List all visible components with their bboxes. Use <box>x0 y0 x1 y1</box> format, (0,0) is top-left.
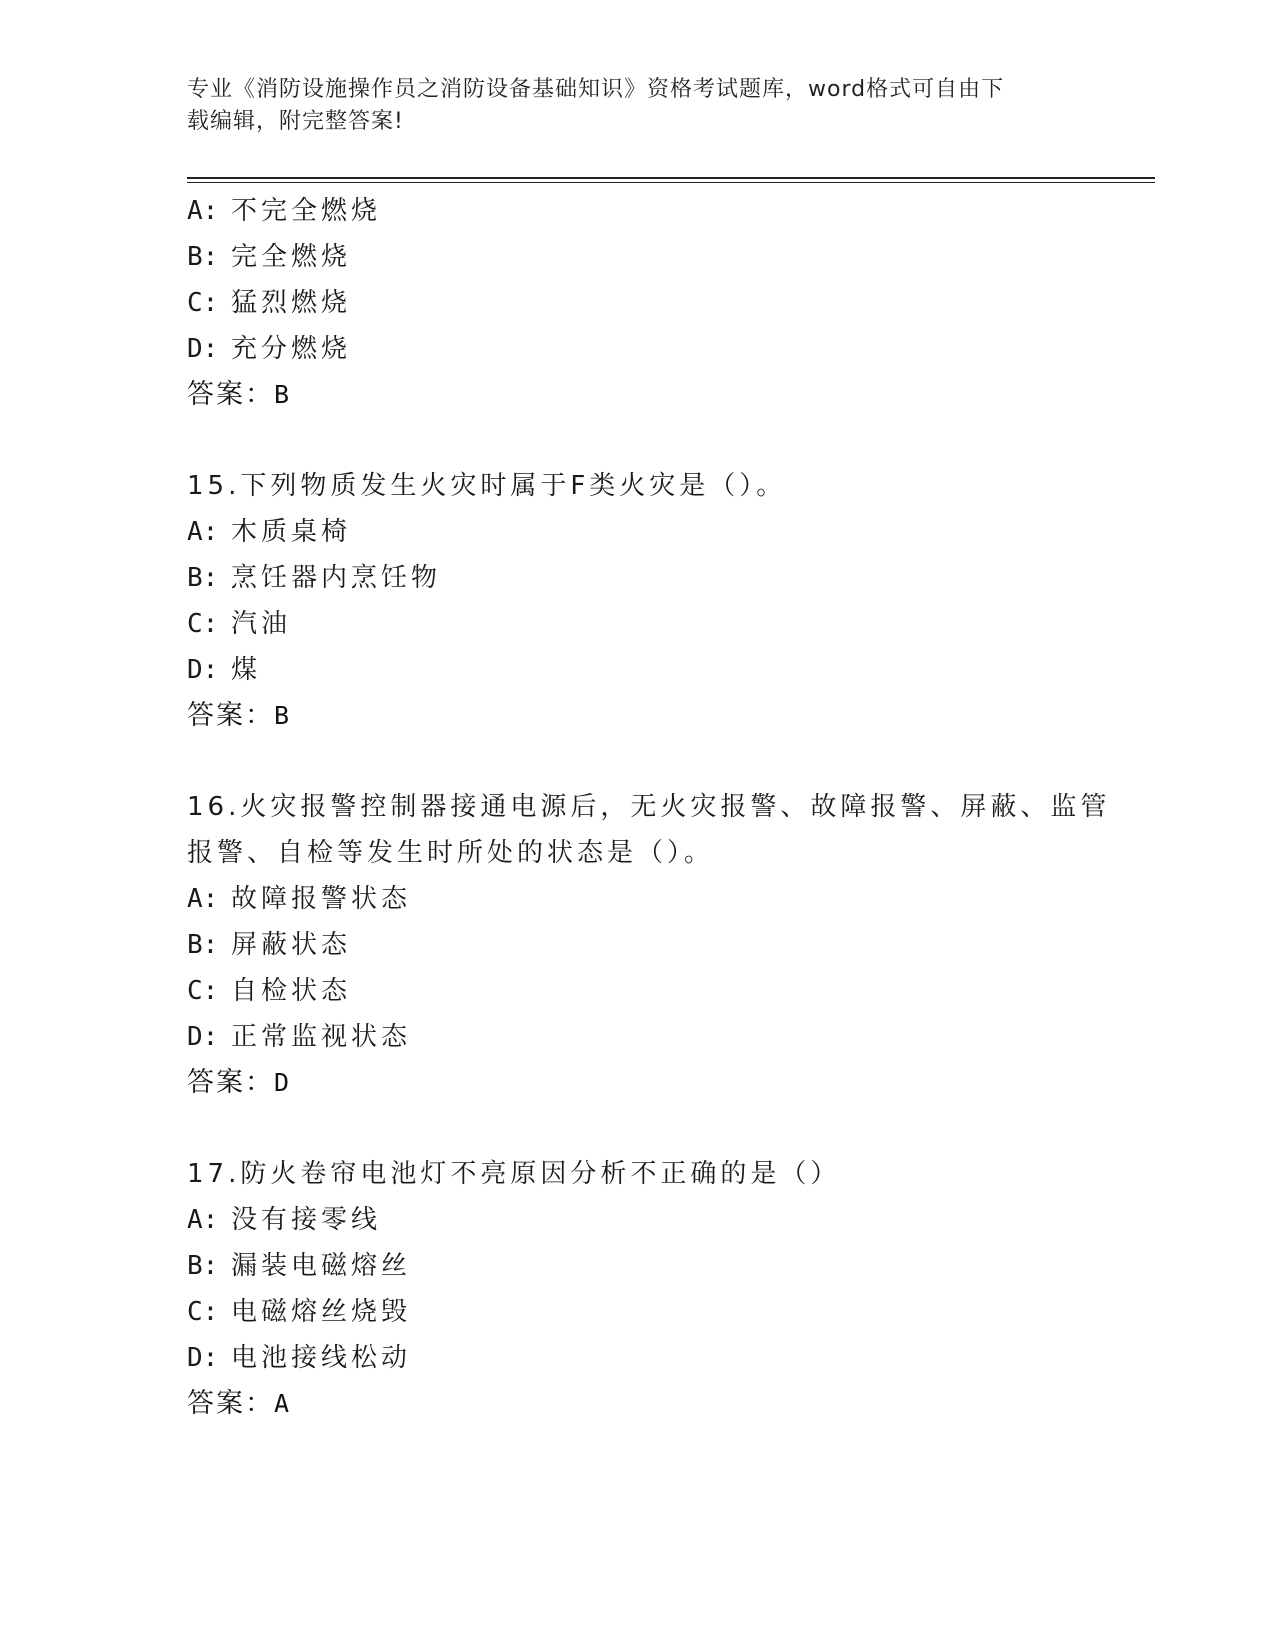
option-b <box>187 234 1117 280</box>
answer-line <box>187 1060 1117 1106</box>
answer-line <box>187 372 1117 418</box>
option-d <box>187 1014 1117 1060</box>
option-letter: A: <box>187 1205 219 1235</box>
question-text: 17.防火卷帘电池灯不亮原因分析不正确的是（） <box>187 1159 841 1189</box>
document-header <box>187 74 1067 138</box>
option-a <box>187 188 1117 234</box>
option-text: 电池接线松动 <box>231 1343 412 1373</box>
option-b <box>187 555 1117 601</box>
option-letter: B: <box>187 563 219 593</box>
option-a <box>187 876 1117 922</box>
option-letter: D: <box>187 1022 219 1052</box>
option-text: 猛烈燃烧 <box>231 288 352 318</box>
option-letter: C: <box>187 288 219 318</box>
option-d <box>187 1335 1117 1381</box>
option-text: 电磁熔丝烧毁 <box>231 1297 412 1327</box>
option-letter: B: <box>187 242 219 272</box>
question-17 <box>187 1151 1117 1427</box>
option-text: 正常监视状态 <box>231 1022 412 1052</box>
header-line-1: 专业《消防设施操作员之消防设备基础知识》资格考试题库，word格式可自由下 <box>187 77 1005 102</box>
answer-label: 答案： <box>187 1067 274 1098</box>
option-b <box>187 922 1117 968</box>
option-d <box>187 647 1117 693</box>
answer-value: B <box>274 701 292 730</box>
option-a <box>187 509 1117 555</box>
question-text: 15.下列物质发生火灾时属于F类火灾是（）。 <box>187 471 787 501</box>
option-letter: D: <box>187 1343 219 1373</box>
answer-label: 答案： <box>187 379 274 410</box>
option-letter: D: <box>187 655 219 685</box>
answer-label: 答案： <box>187 700 274 731</box>
answer-line <box>187 693 1117 739</box>
option-letter: D: <box>187 334 219 364</box>
answer-label: 答案： <box>187 1388 274 1419</box>
option-text: 完全燃烧 <box>231 242 352 272</box>
option-c <box>187 1289 1117 1335</box>
option-letter: A: <box>187 884 219 914</box>
option-c <box>187 280 1117 326</box>
option-b <box>187 1243 1117 1289</box>
header-divider-thin <box>187 182 1155 183</box>
question-list <box>187 188 1117 1427</box>
question-text-line-1: 16.火灾报警控制器接通电源后，无火灾报警、故障报警、屏蔽、监管 <box>187 792 1111 822</box>
option-text: 不完全燃烧 <box>231 196 382 226</box>
option-letter: A: <box>187 196 219 226</box>
option-c <box>187 601 1117 647</box>
option-text: 自检状态 <box>231 976 352 1006</box>
option-letter: B: <box>187 1251 219 1281</box>
option-c <box>187 968 1117 1014</box>
question-text-line-2: 报警、自检等发生时所处的状态是（）。 <box>187 838 715 868</box>
option-letter: C: <box>187 1297 219 1327</box>
answer-value: D <box>274 1068 292 1097</box>
option-text: 没有接零线 <box>231 1205 382 1235</box>
option-text: 漏装电磁熔丝 <box>231 1251 412 1281</box>
option-text: 屏蔽状态 <box>231 930 352 960</box>
option-text: 木质桌椅 <box>231 517 352 547</box>
question-15 <box>187 463 1117 739</box>
option-letter: B: <box>187 930 219 960</box>
question-14 <box>187 188 1117 418</box>
option-text: 汽油 <box>231 609 292 639</box>
question-16 <box>187 784 1117 1106</box>
option-text: 煤 <box>231 655 262 685</box>
answer-value: A <box>274 1389 292 1418</box>
option-letter: C: <box>187 976 219 1006</box>
option-letter: C: <box>187 609 219 639</box>
option-d <box>187 326 1117 372</box>
option-letter: A: <box>187 517 219 547</box>
answer-line <box>187 1381 1117 1427</box>
answer-value: B <box>274 380 292 409</box>
option-text: 烹饪器内烹饪物 <box>231 563 442 593</box>
header-divider-thick <box>187 177 1155 179</box>
option-a <box>187 1197 1117 1243</box>
option-text: 充分燃烧 <box>231 334 352 364</box>
header-line-2: 载编辑，附完整答案! <box>187 109 404 134</box>
option-text: 故障报警状态 <box>231 884 412 914</box>
